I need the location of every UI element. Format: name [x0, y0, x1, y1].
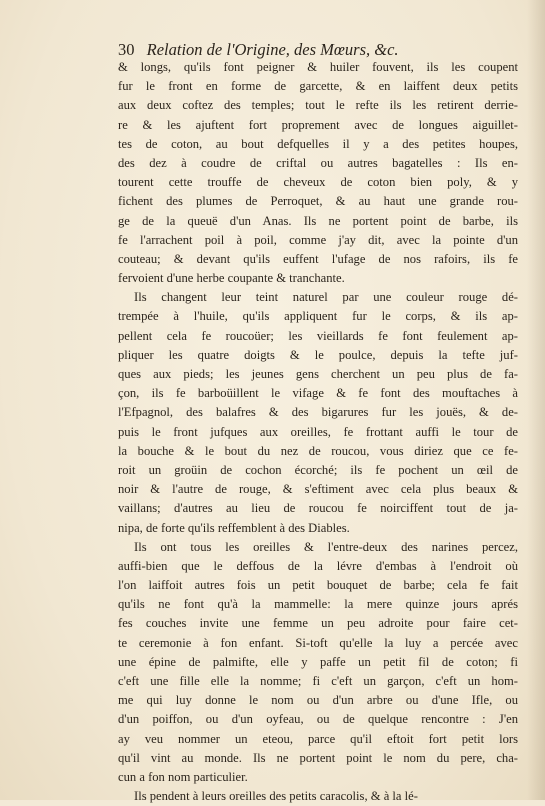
text-line: re & les ajuftent fort proprement avec de longues aiguillet- — [118, 117, 518, 132]
paragraph — [118, 288, 518, 537]
text-line: noir & l'autre de rouge, & s'eftiment avec cela plus beaux & — [118, 482, 518, 497]
text-line: auffi-bien que le deffous de la lévre d'embas à l'endroit où — [118, 558, 518, 573]
page-gutter-shadow — [527, 0, 545, 800]
text-line: çon, ils fe barboüillent le vifage & fe font des mouftaches à — [118, 386, 518, 401]
text-line: pellent cela fe roucoüer; les vieillards fe font feulement ap- — [118, 328, 518, 343]
text-line: Ils pendent à leurs oreilles des petits caracolis, & à la lé- — [134, 789, 418, 804]
text-line: la bouche & le bout du nez de roucou, vous diriez que ce fe- — [118, 443, 518, 458]
text-line: qu'il vint au monde. Ils ne portent point le nom du pere, cha- — [118, 750, 518, 765]
text-line: roit un groüin de cochon écorché; ils fe pochent un œil de — [118, 462, 518, 477]
text-line: qu'ils ne font qu'à la mammelle: la mere quinze jours aprés — [118, 597, 518, 612]
text-line: tourent cette trouffe de cheveux de coton bien poly, & y — [118, 175, 518, 190]
text-line: une épine de palmifte, elle y paffe un petit fil de coton; fi — [118, 654, 518, 669]
text-line: fe l'arrachent poil à poil, comme j'ay dit, avec la pointe d'un — [118, 232, 518, 247]
paragraph — [118, 538, 518, 787]
text-line: me qui luy donne le nom ou d'un arbre ou d'une Ifle, ou — [118, 693, 518, 708]
text-line: pliquer les quatre doigts & le poulce, depuis la tefte juf- — [118, 347, 518, 362]
text-line: trempée à l'huile, qu'ils appliquent fur le corps, & ils ap- — [118, 309, 518, 324]
text-line: ques aux pieds; les jeunes gens cherchent un peu plus de fa- — [118, 367, 518, 381]
text-line: te ceremonie à fon enfant. Si-toft qu'elle la luy a percée avec — [118, 635, 518, 650]
running-title: Relation de l'Origine, des Mœurs, &c. — [146, 40, 399, 59]
paragraph — [118, 58, 518, 288]
text-line: cun a fon nom particulier. — [118, 769, 248, 784]
text-line: ge de la queuë d'un Anas. Ils ne portent point de barbe, ils — [118, 213, 518, 228]
text-line: tes de coton, au bout defquelles il y a des petites houpes, — [118, 136, 518, 151]
text-line: des dez à coudre de criftal ou autres bagatelles : Ils en- — [118, 155, 518, 170]
text-line: fervoient d'une herbe coupante & tranchante. — [118, 271, 345, 286]
paragraph — [118, 787, 518, 806]
text-line: Ils ont tous les oreilles & l'entre-deux des narines percez, — [134, 539, 518, 554]
text-line: fichent des plumes de Perroquet, & au haut une grande rou- — [118, 194, 518, 209]
text-line: c'eft une fille elle la nomme; fi c'eft un garçon, c'eft un hom- — [118, 674, 518, 688]
running-header — [118, 40, 518, 60]
text-line: couteau; & devant qu'ils euffent l'ufage de nos rafoirs, ils fe — [118, 251, 518, 266]
text-line: l'on laiffoit autres fois un petit bouquet de barbe; cela fe fait — [118, 578, 518, 593]
text-line: nipa, de forte qu'ils reffemblent à des Diables. — [118, 520, 350, 535]
body-text — [118, 58, 518, 806]
text-line: ay veu nommer un eteou, parce qu'il eftoit fort petit lors — [118, 731, 518, 746]
text-line: vaillans; d'autres au lieu de roucou fe noirciffent tout de ja- — [118, 501, 518, 516]
text-line: puis le front jufques aux oreilles, fe frottant auffi le tour de — [118, 424, 518, 439]
text-line: aux deux coftez des temples; tout le refte ils les retirent derrie- — [118, 98, 518, 113]
text-line: d'un poiffon, ou d'un oyfeau, ou de quelque rencontre : J'en — [118, 712, 518, 727]
page-number: 30 — [118, 40, 135, 59]
text-line: fur le front en forme de garcette, & en laiffent deux petits — [118, 79, 518, 94]
text-line: Ils changent leur teint naturel par une couleur rouge dé- — [134, 290, 518, 305]
text-line: l'Efpagnol, des balafres & des bigarures fur les jouës, & de- — [118, 405, 518, 420]
text-line: fes couches invite une femme un peu adroite pour faire cet- — [118, 616, 518, 631]
text-line: & longs, qu'ils font peigner & huiler fouvent, ils les coupent — [118, 60, 518, 74]
